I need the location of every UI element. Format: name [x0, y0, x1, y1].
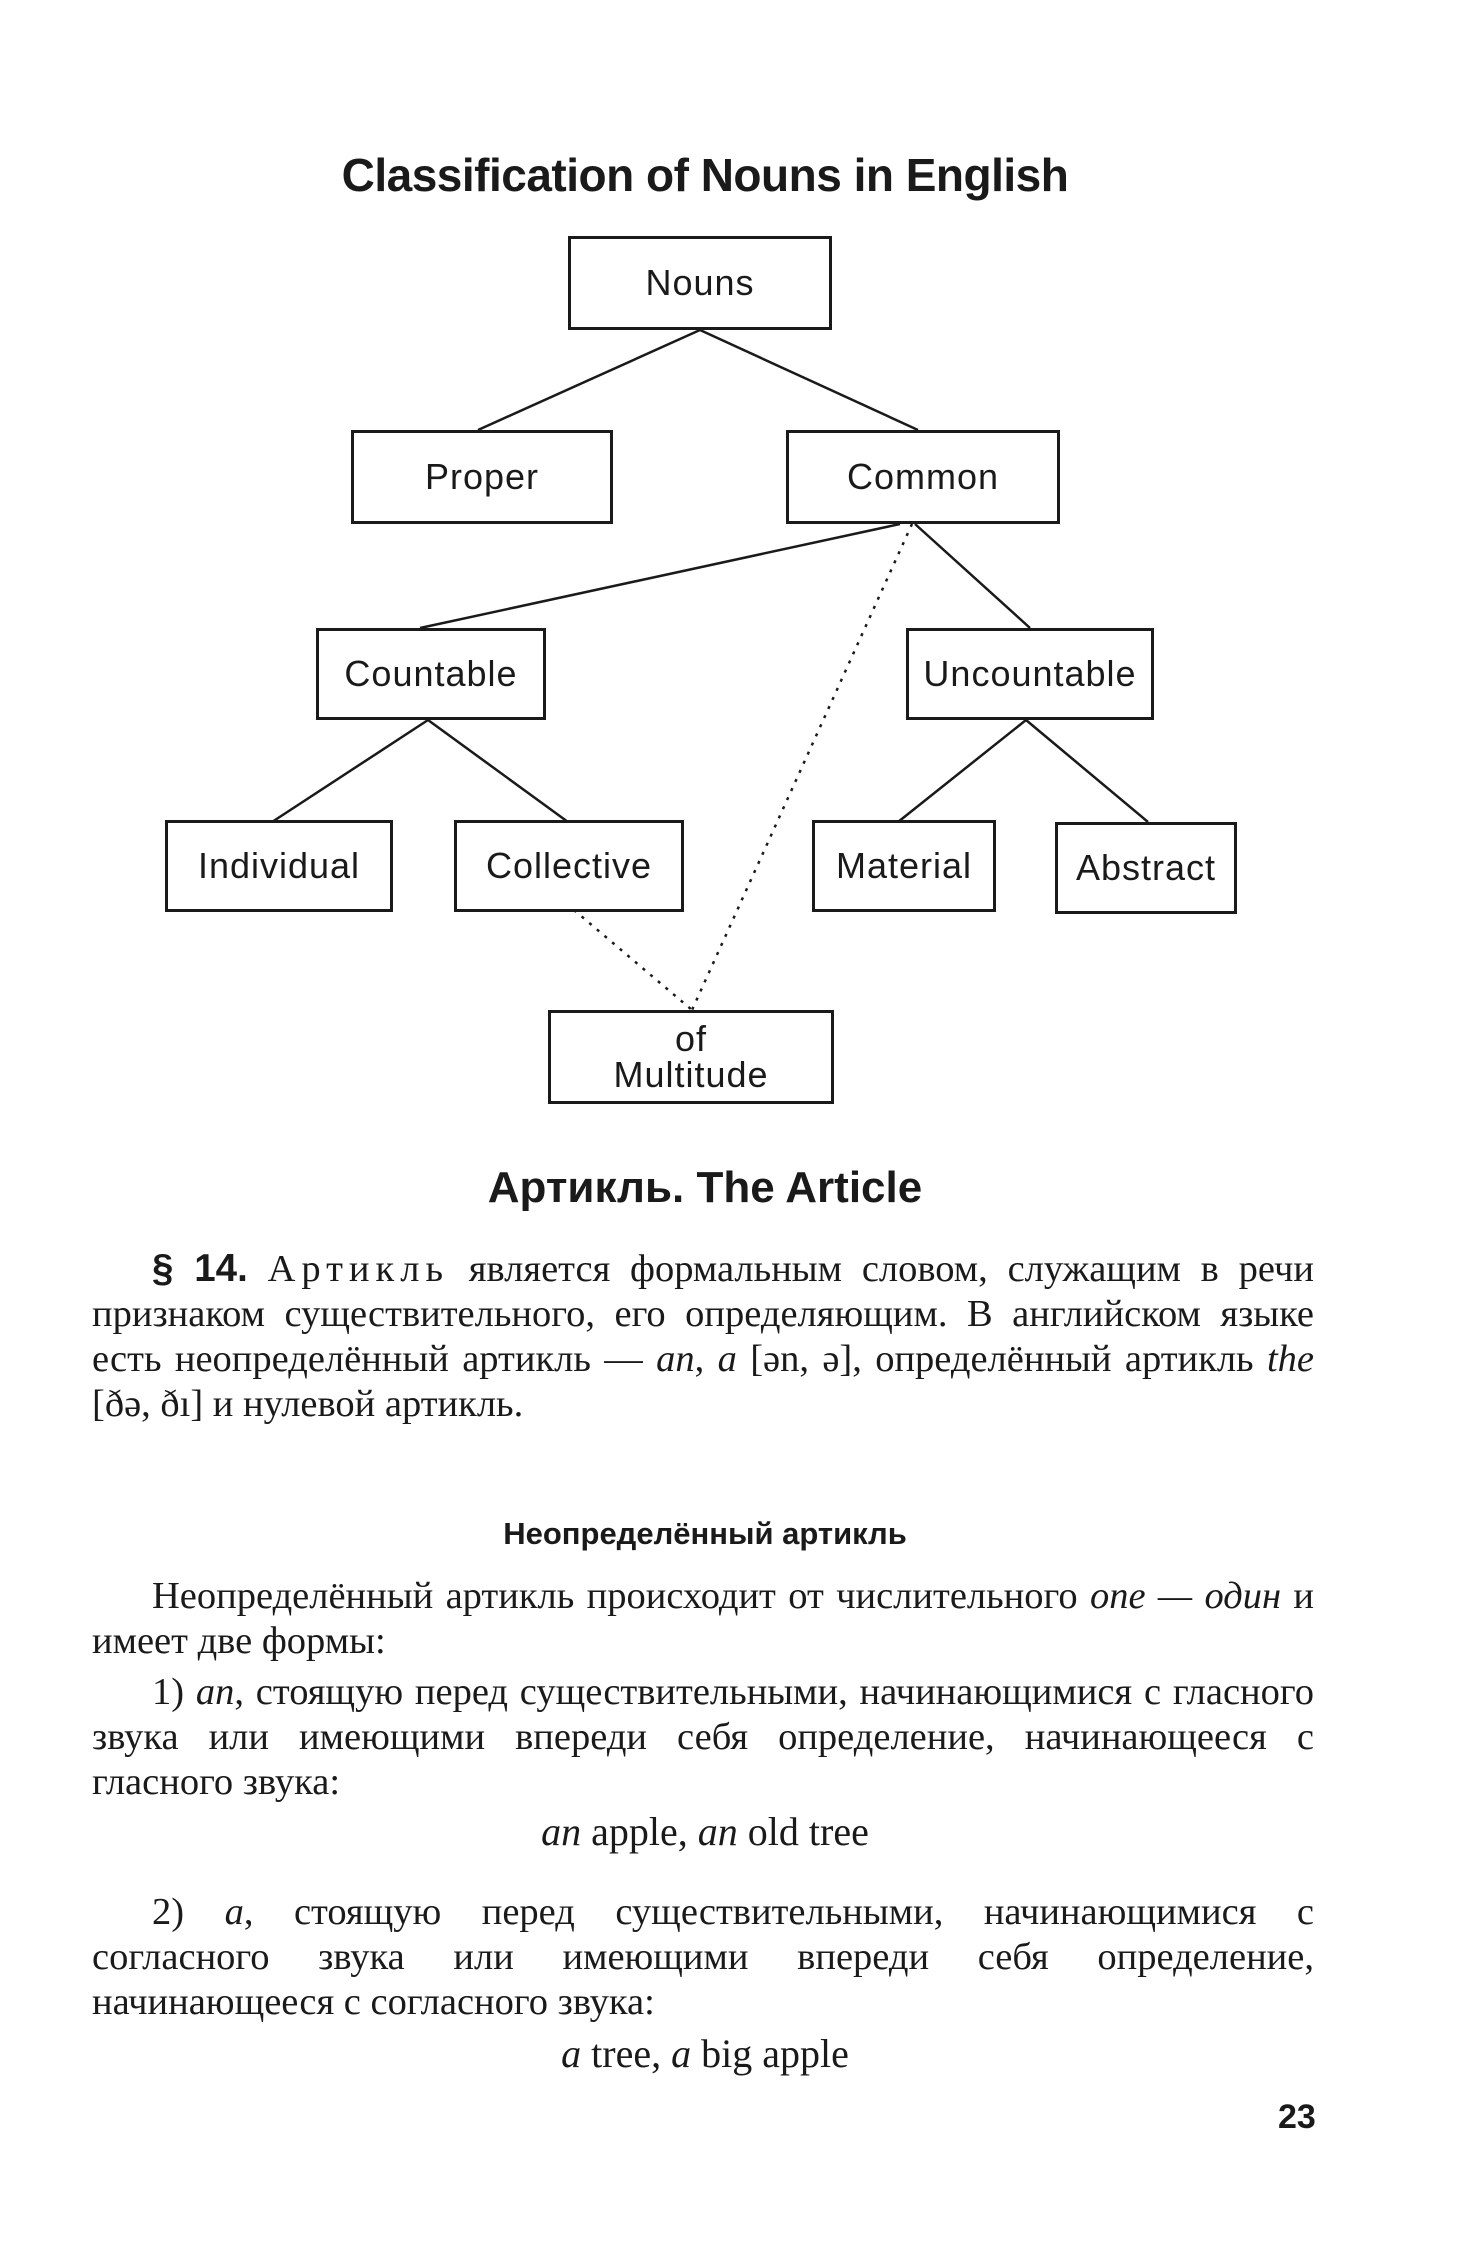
node-individual [165, 820, 393, 912]
tree-connectors [0, 0, 1472, 1120]
item2-a: a [224, 1891, 244, 1933]
node-proper [351, 430, 613, 524]
node-nouns [568, 236, 832, 330]
item1-text: , стоящую перед существительными, начинающимися с гласного звука или имеющими впереди себя определение, начинающееся с гласного звука: [92, 1671, 1314, 1803]
intro-text2: и имеет две формы: [92, 1575, 1314, 1662]
node-material [812, 820, 996, 912]
example-2 [0, 2030, 1410, 2077]
example-1 [0, 1808, 1410, 1855]
edge-countable-collective [428, 720, 568, 822]
paragraph-item-1 [92, 1670, 1314, 1805]
intro-text1: Неопределённый артикль происходит от числительного [152, 1575, 1090, 1617]
ex2-w2: big apple [691, 2031, 849, 2076]
ex1-an2: an [697, 1809, 738, 1854]
node-of-multitude [548, 1010, 834, 1104]
edge-common-countable [420, 524, 900, 628]
item1-an: an [195, 1671, 235, 1713]
para14-the: the [1266, 1338, 1314, 1380]
page-number: 23 [1278, 2098, 1316, 2136]
edge-countable-individual [272, 720, 428, 822]
node-proper-label: Proper [424, 456, 540, 497]
node-material-label: Material [835, 845, 973, 886]
ex2-a1: a [561, 2031, 582, 2076]
para14-text3: [ðə, ðı] и нулевой артикль. [92, 1383, 524, 1425]
paragraph-item-2 [92, 1890, 1314, 2025]
paragraph-14 [92, 1246, 1314, 1427]
subheading-indefinite-article: Неопределённый артикль [503, 1516, 907, 1551]
node-countable [316, 628, 546, 720]
node-countable-label: Countable [344, 653, 518, 694]
item1-num: 1) [152, 1671, 196, 1713]
intro-one: one — один [1089, 1575, 1282, 1617]
ex2-w1: tree, [581, 2031, 672, 2076]
item2-text: , стоящую перед существительными, начинающимися с согласного звука или имеющими впереди себя определение, начинающееся с согласного звука: [92, 1891, 1314, 2023]
node-collective-label: Collective [485, 845, 653, 886]
node-uncountable-label: Uncountable [923, 653, 1137, 694]
ex2-a2: a [671, 2031, 692, 2076]
node-abstract-label: Abstract [1075, 847, 1217, 888]
para14-text1: является формальным словом, служащим в речи признаком существительного, его определяющим. В английском языке есть неопределённый артикль — [92, 1248, 1314, 1380]
node-uncountable [906, 628, 1154, 720]
ex1-w2: old tree [737, 1809, 869, 1854]
node-collective [454, 820, 684, 912]
section-title: Артикль. The Article [487, 1163, 923, 1212]
edge-common-uncountable [915, 524, 1030, 628]
ex1-an1: an [541, 1809, 582, 1854]
para14-a: a [717, 1338, 737, 1380]
para14-an: an [656, 1338, 695, 1380]
paragraph-mark: § 14. [152, 1247, 248, 1290]
edge-nouns-common [700, 330, 918, 430]
node-abstract [1055, 822, 1237, 914]
para14-sep: , [694, 1338, 718, 1380]
node-multitude-line2: Multitude [613, 1054, 769, 1095]
dotted-collective-multitude [574, 910, 692, 1010]
ex1-w1: apple, [581, 1809, 698, 1854]
node-common [786, 430, 1060, 524]
diagram-title: Classification of Nouns in English [341, 149, 1069, 201]
paragraph-intro [92, 1574, 1314, 1664]
term-article: Артикль [267, 1248, 450, 1290]
node-multitude-line1: of [674, 1018, 708, 1059]
item2-num: 2) [152, 1891, 225, 1933]
node-common-label: Common [846, 456, 1000, 497]
edge-nouns-proper [478, 330, 700, 430]
para14-text2: [ən, ə], определённый артикль [736, 1338, 1267, 1380]
node-individual-label: Individual [197, 845, 361, 886]
dotted-common-multitude [692, 524, 912, 1010]
node-nouns-label: Nouns [645, 262, 755, 303]
edge-uncountable-material [898, 720, 1026, 822]
edge-uncountable-abstract [1026, 720, 1148, 822]
